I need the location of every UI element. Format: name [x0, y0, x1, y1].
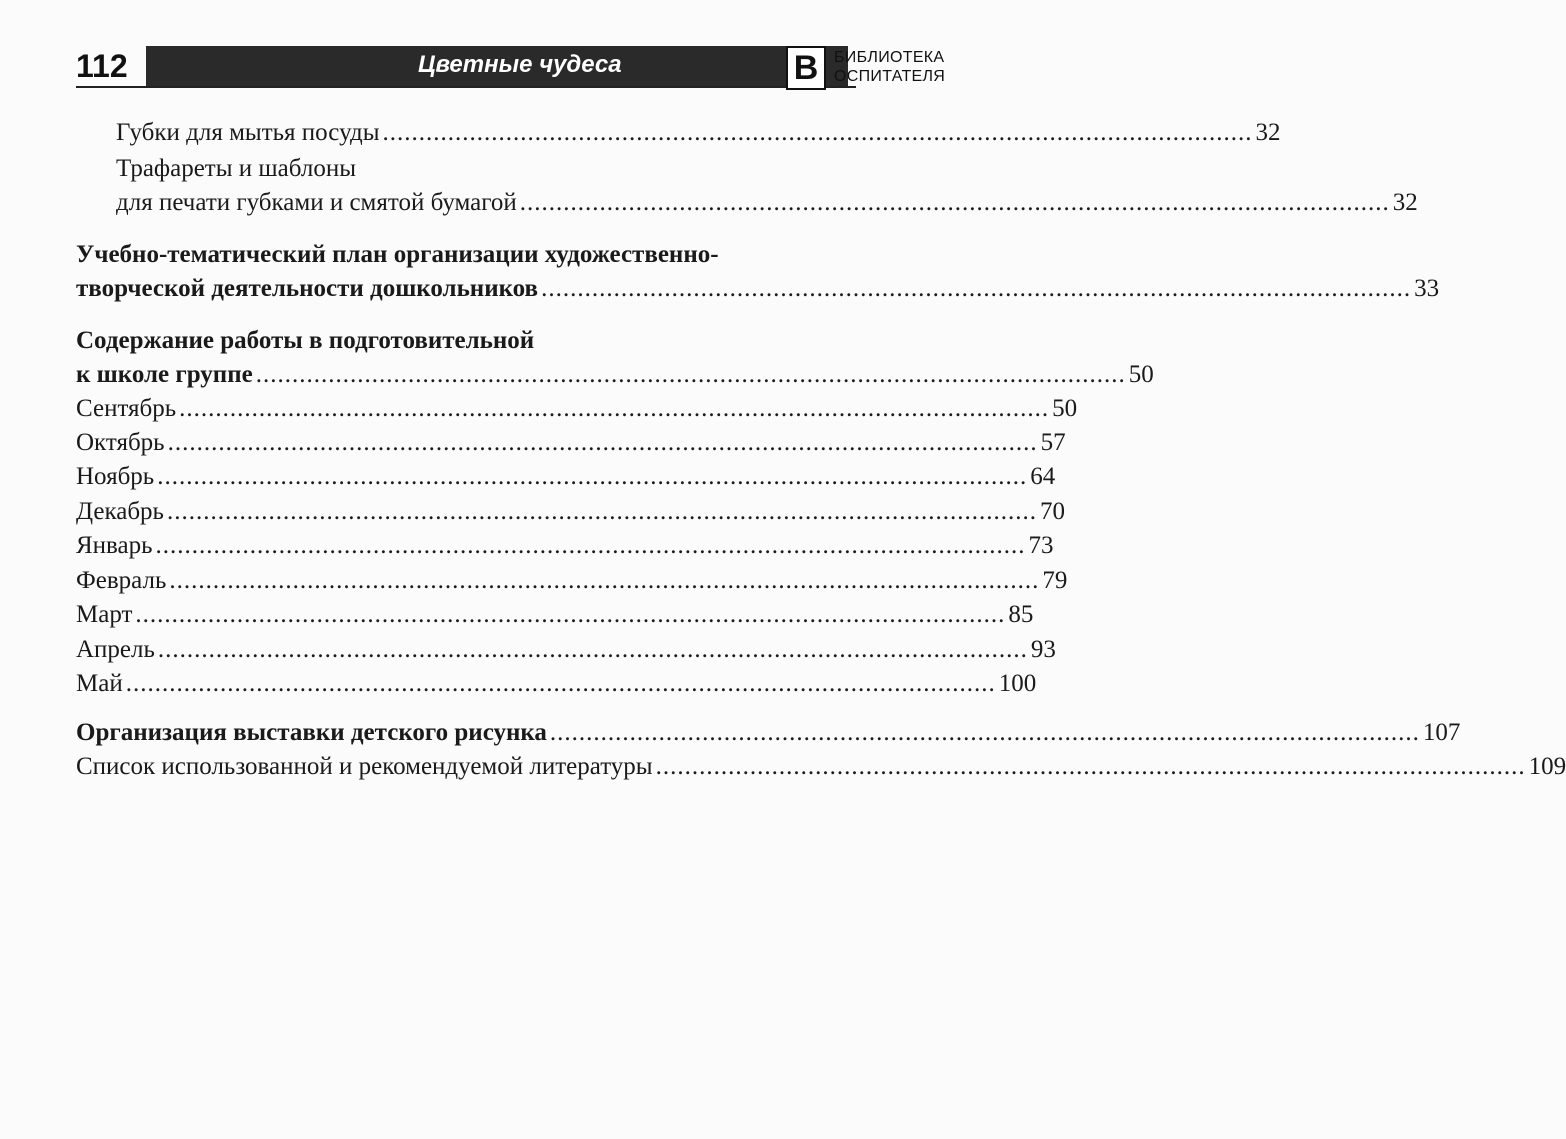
leader-dots: ........................................................................................................................: [157, 636, 1028, 663]
page-header: [76, 44, 956, 94]
toc-entry-month[interactable]: [76, 564, 1068, 598]
running-title: Цветные чудеса: [418, 51, 622, 78]
toc-entry-label: Список использованной и рекомендуемой литературы: [76, 753, 653, 780]
toc-entry-label: Ноябрь: [76, 463, 155, 490]
toc-entry-label: Организация выставки детского рисунка: [76, 719, 547, 746]
toc-entry-label: Октябрь: [76, 429, 165, 456]
toc-entry-page: 109: [1528, 753, 1566, 780]
toc-entry-exhibition[interactable]: [76, 716, 1461, 750]
toc-entry-label: к школе группе: [76, 361, 253, 388]
leader-dots: ........................................................................................................................: [125, 670, 996, 697]
toc-entry-month[interactable]: [76, 392, 1078, 426]
logo-letter: В: [786, 46, 826, 90]
toc-entry-page: 32: [1392, 189, 1418, 216]
leader-dots: ........................................................................................................................: [169, 567, 1040, 594]
toc-entry-label: Май: [76, 670, 123, 697]
toc-entry-literature[interactable]: [76, 750, 1566, 784]
toc-entry-page: 79: [1042, 567, 1068, 594]
toc-entry-page: 85: [1008, 601, 1034, 628]
toc-entry-page: 100: [998, 670, 1037, 697]
toc-entry-page: 107: [1422, 719, 1461, 746]
leader-dots: ........................................................................................................................: [167, 429, 1038, 456]
toc-entry-month[interactable]: [76, 633, 1056, 667]
toc-entry-sponges[interactable]: [116, 116, 1281, 150]
series-logo: [786, 44, 956, 94]
toc-entry-label: Январь: [76, 532, 153, 559]
toc-entry-month[interactable]: [76, 529, 1054, 563]
logo-text: [834, 48, 945, 86]
leader-dots: ........................................................................................................................: [549, 719, 1420, 746]
logo-line-2: ОСПИТАТЕЛЯ: [834, 68, 946, 85]
toc-entry-plan[interactable]: [76, 272, 1440, 306]
header-rule: [76, 86, 856, 88]
toc-entry-page: 70: [1039, 498, 1065, 525]
toc-entry-label: Март: [76, 601, 133, 628]
toc-entry-page: 50: [1052, 395, 1078, 422]
title-bar: [146, 46, 848, 86]
page-number: 112: [76, 48, 128, 84]
toc-entry-month[interactable]: [76, 598, 1034, 632]
leader-dots: ........................................................................................................................: [166, 498, 1037, 525]
toc-entry-month[interactable]: [76, 460, 1056, 494]
toc-entry-label: Апрель: [76, 636, 155, 663]
toc-entry-label: Губки для мытья посуды: [116, 119, 380, 146]
toc-entry-label: Декабрь: [76, 498, 164, 525]
toc-entry-stencils-line1: Трафареты и шаблоны: [116, 155, 357, 182]
toc-entry-month[interactable]: [76, 495, 1065, 529]
toc-entry-page: 57: [1040, 429, 1066, 456]
leader-dots: ........................................................................................................................: [382, 119, 1253, 146]
leader-dots: ........................................................................................................................: [255, 361, 1126, 388]
toc-entry-page: 73: [1028, 532, 1054, 559]
leader-dots: ........................................................................................................................: [655, 753, 1526, 780]
toc-entry-plan-line1: Учебно-тематический план организации художественно-: [76, 241, 719, 268]
logo-line-1: БИБЛИОТЕКА: [834, 49, 945, 66]
toc-entry-content[interactable]: [76, 358, 1154, 392]
toc-entry-label: Сентябрь: [76, 395, 177, 422]
toc-entry-page: 50: [1128, 361, 1154, 388]
leader-dots: ........................................................................................................................: [157, 463, 1028, 490]
toc-entry-page: 64: [1030, 463, 1056, 490]
toc-entry-stencils[interactable]: [116, 186, 1418, 220]
toc-entry-label: для печати губками и смятой бумагой: [116, 189, 517, 216]
toc-entry-page: 93: [1030, 636, 1056, 663]
toc-entry-page: 32: [1255, 119, 1281, 146]
toc-entry-content-line1: Содержание работы в подготовительной: [76, 327, 535, 354]
leader-dots: ........................................................................................................................: [135, 601, 1006, 628]
leader-dots: ........................................................................................................................: [179, 395, 1050, 422]
leader-dots: ........................................................................................................................: [155, 532, 1026, 559]
toc-entry-page: 33: [1414, 275, 1440, 302]
toc-entry-label: Февраль: [76, 567, 167, 594]
toc-entry-month[interactable]: [76, 426, 1066, 460]
leader-dots: ........................................................................................................................: [541, 275, 1412, 302]
leader-dots: ........................................................................................................................: [519, 189, 1390, 216]
toc-entry-label: творческой деятельности дошкольников: [76, 275, 539, 302]
toc-entry-month[interactable]: [76, 667, 1037, 701]
